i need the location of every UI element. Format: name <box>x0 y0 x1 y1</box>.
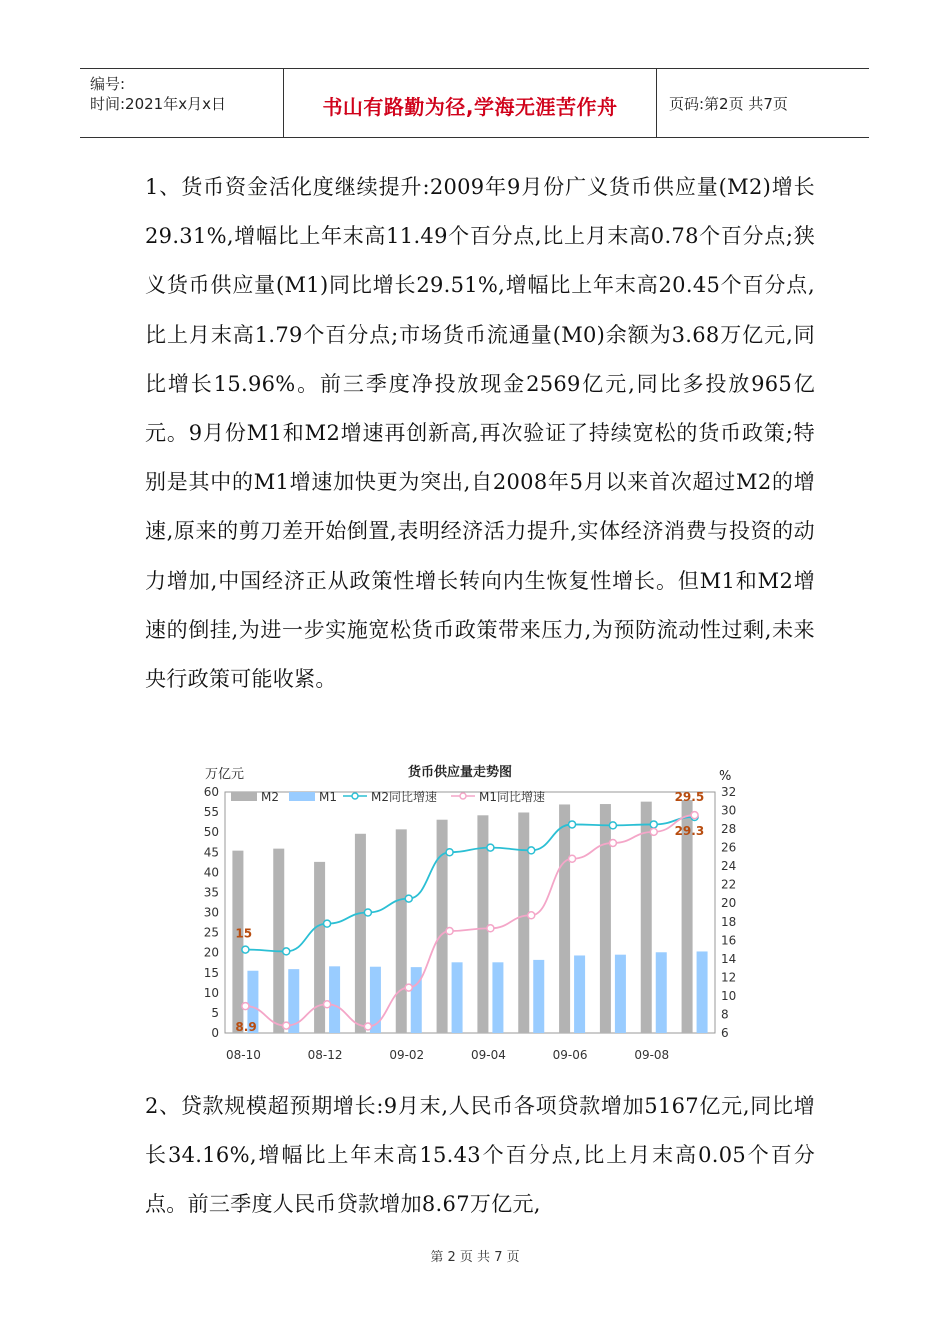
y-tick-left: 0 <box>211 1026 219 1040</box>
y-tick-left: 35 <box>203 885 219 900</box>
y-tick-right: 8 <box>721 1007 729 1022</box>
data-label-m1-start: 8.9 <box>235 1020 257 1034</box>
point-m1-growth <box>405 984 412 991</box>
line-m2-growth <box>245 817 694 951</box>
bar-m2 <box>600 804 611 1033</box>
point-m2-growth <box>324 920 331 927</box>
y-tick-right: 18 <box>721 914 737 929</box>
point-m1-growth <box>242 1003 249 1010</box>
point-m2-growth <box>569 821 576 828</box>
point-m2-growth <box>487 844 494 851</box>
header-page-cell <box>657 69 869 137</box>
bar-m2 <box>355 834 366 1033</box>
point-m1-growth <box>528 912 535 919</box>
bar-m1 <box>697 951 708 1033</box>
header-motto-cell <box>283 69 657 137</box>
point-m2-growth <box>283 948 290 955</box>
y-axis-right-label: % <box>719 769 732 784</box>
point-m2-growth <box>364 909 371 916</box>
y-tick-left: 50 <box>203 825 219 840</box>
bar-m1 <box>492 962 503 1033</box>
y-tick-left: 15 <box>203 965 219 980</box>
point-m2-growth <box>528 847 535 854</box>
y-tick-left: 5 <box>211 1005 219 1020</box>
x-tick-label: 09-02 <box>389 1048 425 1062</box>
bar-m1 <box>452 962 463 1033</box>
bar-m2 <box>641 802 652 1033</box>
money-supply-chart <box>185 760 765 1070</box>
bar-m2 <box>396 829 407 1033</box>
y-tick-right: 30 <box>721 803 737 818</box>
document-time-label: 时间:2021年x月x日 <box>90 95 226 113</box>
y-tick-right: 20 <box>721 896 737 911</box>
y-tick-right: 16 <box>721 933 737 948</box>
point-m1-growth <box>691 812 698 819</box>
y-tick-right: 22 <box>721 877 737 892</box>
header-page-number: 页码:第2页 共7页 <box>669 95 788 113</box>
y-tick-left: 10 <box>203 985 219 1000</box>
point-m2-growth <box>446 849 453 856</box>
y-tick-left: 45 <box>203 845 219 860</box>
bar-m1 <box>533 960 544 1033</box>
y-tick-left: 30 <box>203 905 219 920</box>
legend-label: M2同比增速 <box>371 790 437 804</box>
data-label-m2-start: 15 <box>235 926 253 941</box>
point-m1-growth <box>609 839 616 846</box>
point-m1-growth <box>650 828 657 835</box>
bar-m1 <box>615 955 626 1033</box>
document-number-label: 编号: <box>90 75 126 93</box>
chart-title: 货币供应量走势图 <box>407 765 513 780</box>
y-tick-right: 32 <box>721 785 737 799</box>
y-tick-right: 24 <box>721 859 737 874</box>
page-footer: 第 2 页 共 7 页 <box>430 1250 520 1265</box>
x-tick-label: 08-12 <box>307 1048 343 1062</box>
y-tick-left: 20 <box>203 945 219 960</box>
point-m2-growth <box>242 946 249 953</box>
line-m1-growth <box>245 815 694 1026</box>
data-label-m1-end: 29.5 <box>674 790 705 805</box>
y-tick-right: 14 <box>721 951 737 966</box>
paragraph-money-supply: 1、货币资金活化度继续提升:2009年9月份广义货币供应量(M2)增长29.31%,增幅比上年末高11.49个百分点,比上月末高0.78个百分点;狭义货币供应量(M1)同比增长29.51%,增幅比上年末高20.45个百分点,比上月末高1.79个百分点;市场货币流通量(M0)余额为3.68万亿元,同比增长15.96%。前三季度净投放现金2569亿元,同比多投放965亿元。9月份M1和M2增速再创新高,再次验证了持续宽松的货币政策;特别是其中的M1增速加快更为突出,自2008年5月以来首次超过M2的增速,原来的剪刀差开始倒置,表明经济活力提升,实体经济消费与投资的动力增加,中国经济正从政策性增长转向内生恢复性增长。但M1和M2增速的倒挂,为进一步实施宽松货币政策带来压力,为预防流动性过剩,未来央行政策可能收紧。 <box>145 175 815 692</box>
legend-swatch <box>289 792 315 801</box>
data-label-m2-end: 29.3 <box>674 824 705 839</box>
bar-m2 <box>273 849 284 1033</box>
bar-m2 <box>518 812 529 1033</box>
point-m1-growth <box>283 1022 290 1029</box>
y-tick-right: 10 <box>721 988 737 1003</box>
y-tick-right: 26 <box>721 840 737 855</box>
header-motto: 书山有路勤为径,学海无涯苦作舟 <box>322 95 618 119</box>
point-m2-growth <box>609 822 616 829</box>
x-tick-label: 09-08 <box>634 1048 670 1062</box>
legend-label: M1 <box>319 790 337 804</box>
header-meta-cell <box>80 69 283 137</box>
point-m1-growth <box>364 1023 371 1030</box>
bar-m1 <box>574 955 585 1033</box>
point-m1-growth <box>487 925 494 932</box>
y-tick-right: 6 <box>721 1026 729 1040</box>
y-tick-right: 28 <box>721 822 737 837</box>
chart-canvas <box>185 760 765 1070</box>
bar-m1 <box>370 967 381 1033</box>
legend-marker <box>460 793 466 799</box>
x-tick-label: 08-10 <box>225 1048 261 1062</box>
x-tick-label: 09-04 <box>470 1048 506 1062</box>
bar-m1 <box>656 952 667 1033</box>
legend-swatch <box>231 792 257 801</box>
point-m1-growth <box>324 1001 331 1008</box>
paragraph-loans: 2、贷款规模超预期增长:9月末,人民币各项贷款增加5167亿元,同比增长34.16%,增幅比上年末高15.43个百分点,比上月末高0.05个百分点。前三季度人民币贷款增加8.67万亿元, <box>145 1094 815 1217</box>
bar-m1 <box>329 966 340 1033</box>
point-m2-growth <box>405 895 412 902</box>
point-m2-growth <box>650 821 657 828</box>
y-axis-left-label: 万亿元 <box>205 767 245 782</box>
legend-marker <box>352 793 358 799</box>
y-tick-left: 60 <box>203 785 219 799</box>
bar-m1 <box>411 967 422 1033</box>
y-tick-right: 12 <box>721 970 737 985</box>
page-header <box>80 68 869 138</box>
legend-label: M1同比增速 <box>479 790 545 804</box>
y-tick-left: 25 <box>203 925 219 940</box>
point-m1-growth <box>569 855 576 862</box>
point-m1-growth <box>446 928 453 935</box>
y-tick-left: 40 <box>203 865 219 880</box>
bar-m2 <box>559 804 570 1033</box>
x-tick-label: 09-06 <box>552 1048 588 1062</box>
y-tick-left: 55 <box>203 805 219 820</box>
legend-label: M2 <box>261 790 279 804</box>
